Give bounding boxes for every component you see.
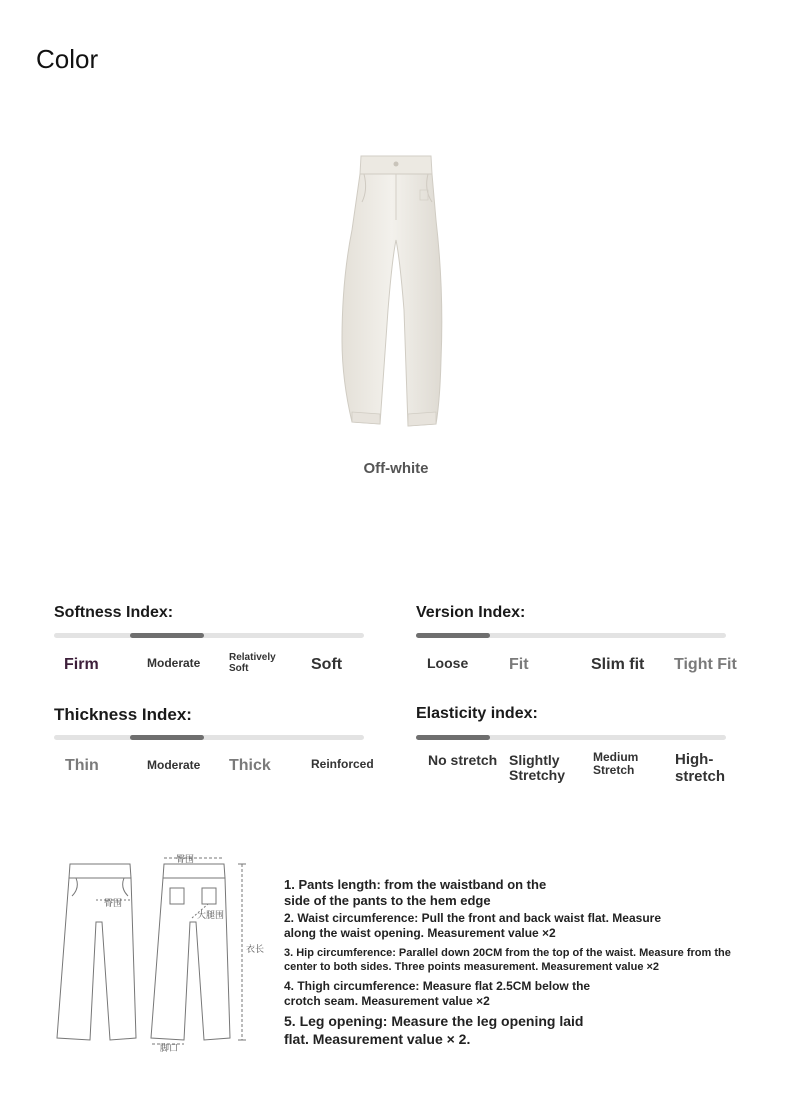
- softness-bar-fill: [130, 633, 204, 638]
- measurement-pants-length: 1. Pants length: from the waistband on the side of the pants to the hem edge: [284, 877, 547, 909]
- softness-bar: [54, 633, 364, 638]
- elasticity-bar: [416, 735, 726, 740]
- thickness-bar-fill: [130, 735, 204, 740]
- color-heading: Color: [36, 44, 99, 74]
- version-option-loose: Loose: [427, 655, 469, 671]
- diagram-label-hip-top: 臀围: [176, 855, 195, 865]
- elasticity-bar-fill: [416, 735, 490, 740]
- measurement-diagram: [52, 852, 267, 1052]
- color-name: Off-white: [363, 460, 429, 477]
- elasticity-option-medium-stretch: Medium Stretch: [593, 750, 639, 778]
- thickness-option-reinforced: Reinforced: [311, 757, 374, 771]
- measurement-leg-opening: 5. Leg opening: Measure the leg opening laid flat. Measurement value × 2.: [284, 1013, 584, 1047]
- thickness-option-moderate: Moderate: [147, 758, 201, 772]
- thickness-option-thin: Thin: [65, 757, 99, 774]
- diagram-label-hip: 臀围: [104, 899, 123, 909]
- measurement-hip: 3. Hip circumference: Parallel down 20CM from the top of the waist. Measure from the center to both sides. Three points measurement. Measurement value ×2: [284, 947, 731, 973]
- softness-option-moderate: Moderate: [147, 656, 201, 670]
- thickness-index-title: Thickness Index:: [54, 705, 192, 724]
- measurement-thigh: 4. Thigh circumference: Measure flat 2.5CM below the crotch seam. Measurement value ×2: [284, 979, 591, 1008]
- version-option-tight-fit: Tight Fit: [674, 656, 737, 673]
- diagram-label-length: 衣长: [246, 945, 265, 955]
- measurement-waist: 2. Waist circumference: Pull the front and back waist flat. Measure along the waist opening. Measurement value ×2: [284, 911, 661, 940]
- softness-index-title: Softness Index:: [54, 604, 174, 621]
- version-bar: [416, 633, 726, 638]
- elasticity-option-high-stretch: High-stretch: [675, 751, 726, 785]
- version-option-fit: Fit: [509, 656, 529, 673]
- elasticity-option-no-stretch: No stretch: [428, 752, 498, 768]
- thickness-option-thick: Thick: [229, 757, 271, 774]
- version-index-title: Version Index:: [416, 604, 526, 621]
- version-bar-fill: [416, 633, 490, 638]
- elasticity-option-slightly-stretchy: Slightly Stretchy: [509, 752, 566, 784]
- elasticity-index-title: Elasticity index:: [416, 705, 538, 722]
- diagram-label-thigh: 大腿围: [197, 911, 225, 921]
- softness-option-soft: Soft: [311, 656, 343, 673]
- softness-option-relatively-soft: Relatively Soft: [229, 652, 276, 674]
- softness-option-firm: Firm: [64, 656, 99, 673]
- product-image: [320, 150, 460, 440]
- thickness-bar: [54, 735, 364, 740]
- diagram-label-leg-opening: 脚口: [160, 1044, 179, 1052]
- version-option-slim-fit: Slim fit: [591, 656, 645, 673]
